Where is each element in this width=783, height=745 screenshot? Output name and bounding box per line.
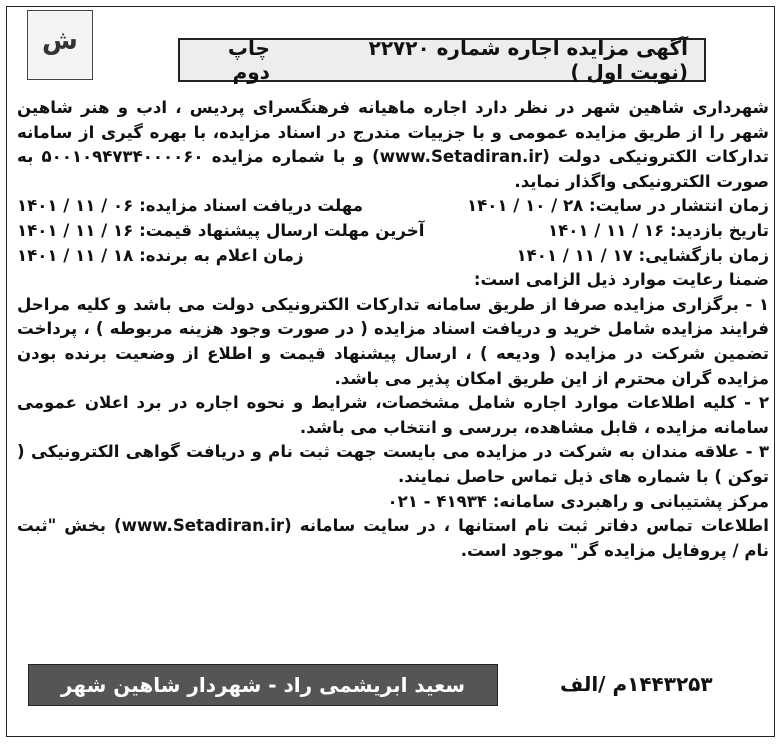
doc-deadline: مهلت دریافت اسناد مزایده: ۰۶ / ۱۱ / ۱۴۰۱ xyxy=(17,196,363,216)
print-edition: چاپ دوم xyxy=(227,36,270,84)
dates-row-2 xyxy=(17,219,769,244)
note-item: ۲ - کلیه اطلاعات موارد اجاره شامل مشخصات، شرایط و نحوه اجاره در برد اعلان عمومی سامانه مزایده ، قابل مشاهده، بررسی و انتخاب می باشد. xyxy=(17,393,769,437)
publish-date: زمان انتشار در سایت: ۲۸ / ۱۰ / ۱۴۰۱ xyxy=(466,196,769,216)
ad-code: ۱۴۴۳۲۵۳م /الف xyxy=(560,672,713,696)
ad-header xyxy=(178,38,706,82)
municipality-logo-icon: ﺵ xyxy=(27,10,93,80)
visit-date: تاریخ بازدید: ۱۶ / ۱۱ / ۱۴۰۱ xyxy=(547,220,769,240)
dates-row-3 xyxy=(17,244,769,269)
dates-row-1 xyxy=(17,194,769,219)
offer-deadline: آخرین مهلت ارسال پیشنهاد قیمت: ۱۶ / ۱۱ / ۱۴۰۱ xyxy=(17,220,425,240)
ad-title: آگهی مزایده اجاره شماره ۲۲۷۲۰ (نوبت اول ) xyxy=(368,36,688,84)
note-item: ۳ - علاقه مندان به شرکت در مزایده می بایست جهت ثبت نام و دریافت گواهی الکترونیکی ( توکن ) با شماره های ذیل تماس حاصل نمایند. xyxy=(17,442,769,486)
signature: سعید ابریشمی راد - شهردار شاهین شهر xyxy=(60,673,466,697)
note-item: ۱ - برگزاری مزایده صرفا از طریق سامانه تدارکات الکترونیکی دولت می باشد و کلیه مراحل فرایند مزایده شامل خرید و دریافت اسناد مزایده ( در صورت وجود هزینه مربوطه ) ، پرداخت تضمین شرکت در مزایده ( ودیعه ) ، ارسال پیشنهاد قیمت و اطلاع از وضعیت برنده بودن مزایده گران محترم از این طریق امکان پذیر می باشد. xyxy=(17,294,769,388)
registry-line: اطلاعات تماس دفاتر ثبت نام استانها ، در سایت سامانه (www.Setadiran.ir) بخش "ثبت نام / پروفایل مزایده گر" موجود است. xyxy=(17,516,769,560)
opening-date: زمان بازگشایی: ۱۷ / ۱۱ / ۱۴۰۱ xyxy=(516,245,769,265)
support-line: مرکز پشتیبانی و راهبردی سامانه: ۴۱۹۳۴ - ۰۲۱ xyxy=(387,491,769,511)
winner-date: زمان اعلام به برنده: ۱۸ / ۱۱ / ۱۴۰۱ xyxy=(17,245,304,265)
ad-body xyxy=(17,96,769,563)
notes-heading: ضمنا رعایت موارد ذیل الزامی است: xyxy=(473,270,769,290)
signature-box xyxy=(28,664,498,706)
intro-paragraph: شهرداری شاهین شهر در نظر دارد اجاره ماهیانه فرهنگسرای پردیس ، ادب و هنر شاهین شهر را از طریق مزایده عمومی و با جزییات مندرج در اسناد مزایده، با بهره گیری از سامانه تدارکات الکترونیکی دولت (www.Setadiran.ir) و با شماره مزایده ۵۰۰۱۰۹۴۷۳۴۰۰۰۰۶۰ به صورت الکترونیکی واگذار نماید. xyxy=(17,98,770,191)
